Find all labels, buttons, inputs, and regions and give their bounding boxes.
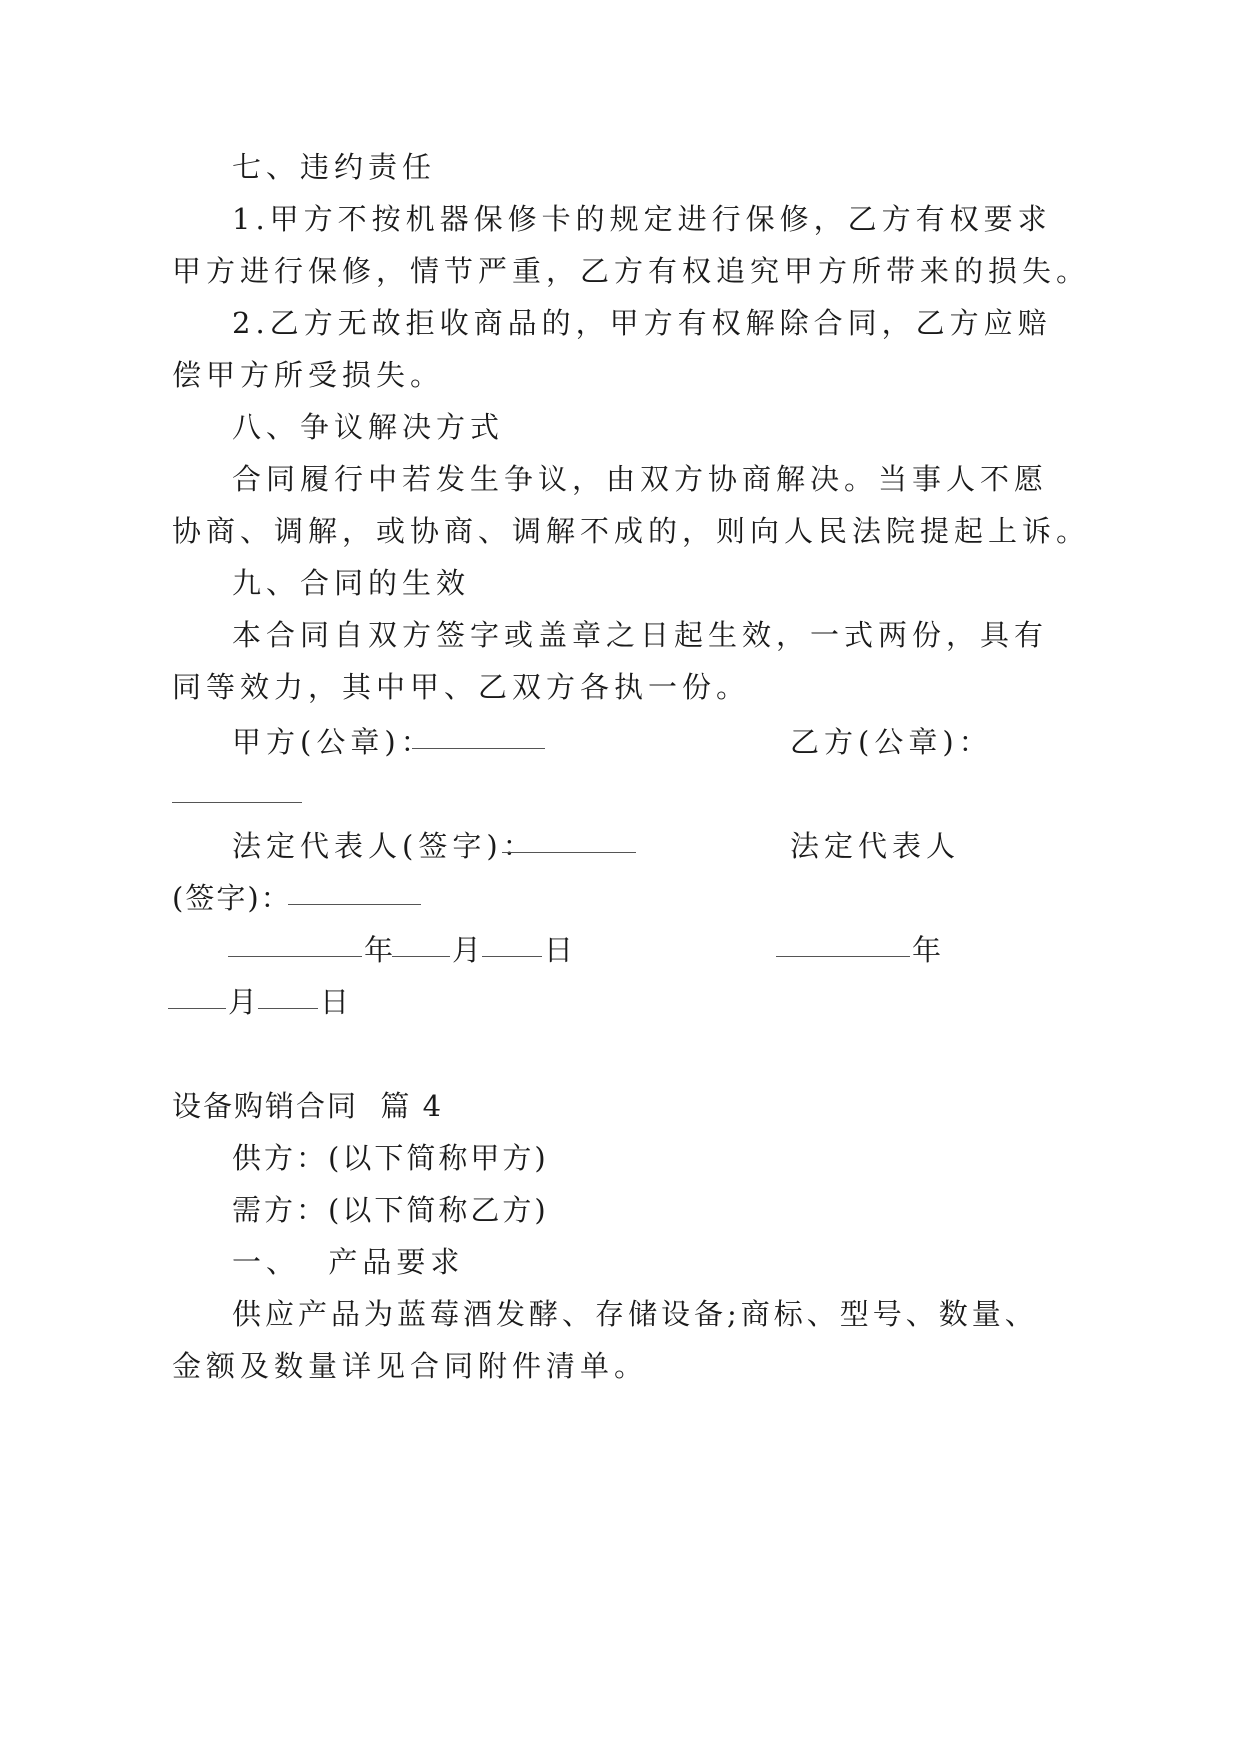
paragraph-text: 2.乙方无故拒收商品的，甲方有权解除合同，乙方应赔 xyxy=(232,306,1052,340)
section-7-clause-2-line-2 xyxy=(0,355,1241,395)
buyer-text: 需方：(以下简称乙方) xyxy=(232,1193,549,1227)
seal-row xyxy=(0,722,1241,762)
section-9-title xyxy=(0,563,1241,603)
paragraph-text: 协商、调解，或协商、调解不成的，则向人民法院提起上诉。 xyxy=(172,514,1091,548)
paragraph-text: 偿甲方所受损失。 xyxy=(172,358,445,392)
party-b-seal-blank xyxy=(172,780,302,803)
section-7-clause-2-line-1 xyxy=(0,303,1241,343)
party-b-date-row xyxy=(0,982,1241,1022)
supplier-line xyxy=(0,1138,1241,1178)
section-8-paragraph-line-2 xyxy=(0,511,1241,551)
party-a-month-blank xyxy=(392,934,450,957)
paragraph-text: 合同履行中若发生争议，由双方协商解决。当事人不愿 xyxy=(232,462,1049,496)
party-b-sign-label: (签字)： xyxy=(172,881,292,915)
section-7-title xyxy=(0,147,1241,187)
date-row xyxy=(0,930,1241,970)
paragraph-text: 供应产品为蓝莓酒发酵、存储设备;商标、型号、数量、 xyxy=(232,1297,1038,1331)
paragraph-text: 金额及数量详见合同附件清单。 xyxy=(172,1349,649,1383)
section-title-text: 七、违约责任 xyxy=(232,150,437,184)
paragraph-text: 同等效力，其中甲、乙双方各执一份。 xyxy=(172,670,751,704)
section-9-paragraph-line-1 xyxy=(0,615,1241,655)
day-label: 日 xyxy=(544,933,579,967)
heading-text: 设备购销合同 篇 4 xyxy=(172,1089,444,1123)
section-9-paragraph-line-2 xyxy=(0,667,1241,707)
paragraph-text: 本合同自双方签字或盖章之日起生效，一式两份，具有 xyxy=(232,618,1049,652)
section-1-title xyxy=(0,1242,1241,1282)
section-1-paragraph-line-2 xyxy=(0,1346,1241,1386)
section-8-paragraph-line-1 xyxy=(0,459,1241,499)
section-title-text: 八、争议解决方式 xyxy=(232,410,505,444)
party-b-seal-label: 乙方(公章)： xyxy=(790,725,993,759)
section-7-clause-1-line-1 xyxy=(0,199,1241,239)
year-label: 年 xyxy=(912,933,947,967)
month-label: 月 xyxy=(228,985,263,1019)
party-a-day-blank xyxy=(482,934,542,957)
supplier-text: 供方：(以下简称甲方) xyxy=(232,1141,549,1175)
section-title-text: 一、 产品要求 xyxy=(232,1245,465,1279)
party-a-year-blank xyxy=(228,934,362,957)
representative-row xyxy=(0,826,1241,866)
section-8-title xyxy=(0,407,1241,447)
party-b-day-blank xyxy=(258,986,318,1009)
month-label: 月 xyxy=(452,933,487,967)
party-b-year-blank xyxy=(776,934,910,957)
party-b-representative-row xyxy=(0,878,1241,918)
party-b-representative-blank xyxy=(288,882,421,905)
year-label: 年 xyxy=(364,933,399,967)
section-7-clause-1-line-2 xyxy=(0,251,1241,291)
party-a-representative-blank xyxy=(502,830,636,853)
party-b-month-blank xyxy=(168,986,226,1009)
day-label: 日 xyxy=(320,985,355,1019)
paragraph-text: 甲方进行保修，情节严重，乙方有权追究甲方所带来的损失。 xyxy=(172,254,1091,288)
contract-heading xyxy=(0,1086,1241,1126)
party-b-seal-blank-row xyxy=(0,776,1241,816)
party-a-seal-label: 甲方(公章)： xyxy=(232,725,435,759)
section-1-paragraph-line-1 xyxy=(0,1294,1241,1334)
paragraph-text: 1.甲方不按机器保修卡的规定进行保修，乙方有权要求 xyxy=(232,202,1052,236)
party-a-seal-blank xyxy=(412,726,545,749)
party-b-representative-label: 法定代表人 xyxy=(790,829,961,863)
section-title-text: 九、合同的生效 xyxy=(232,566,471,600)
party-a-representative-label: 法定代表人(签字)： xyxy=(232,829,537,863)
buyer-line xyxy=(0,1190,1241,1230)
